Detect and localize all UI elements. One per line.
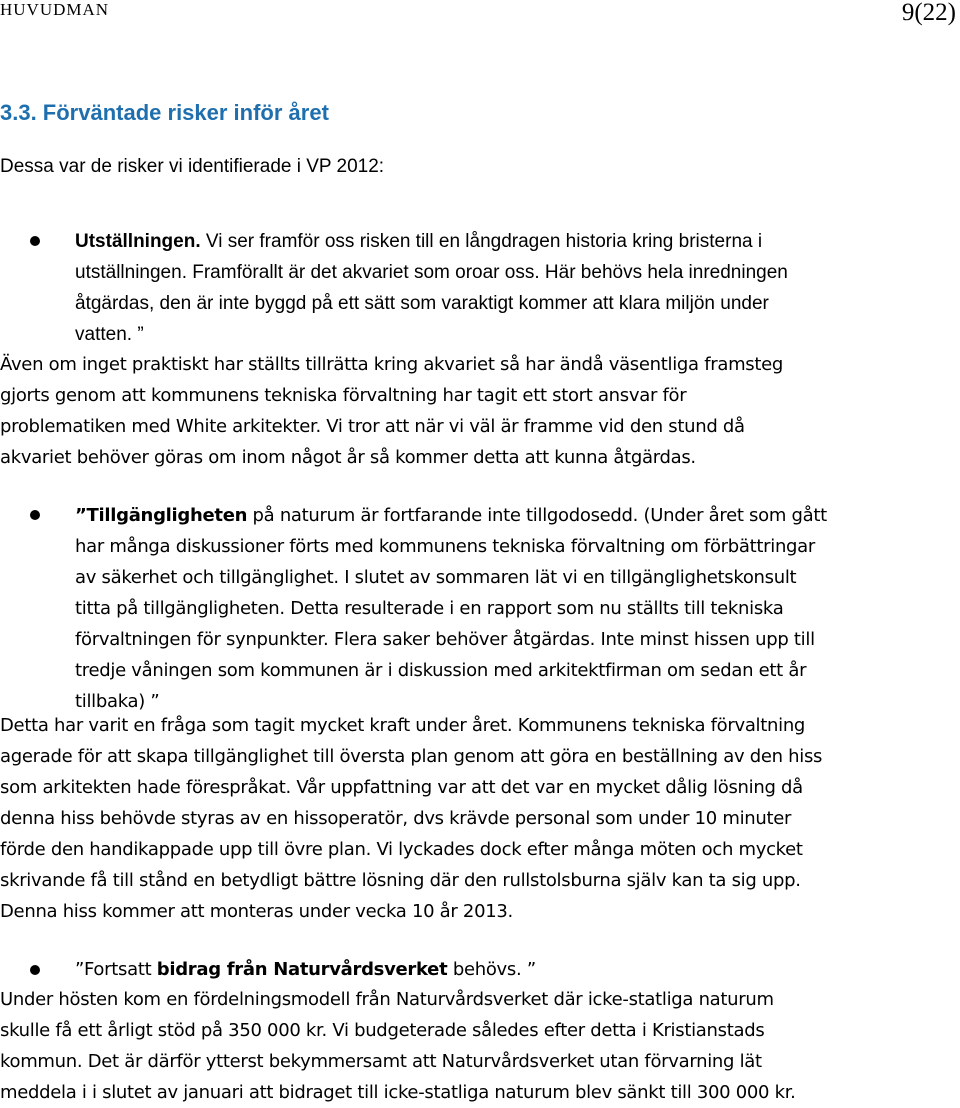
section-heading: 3.3. Förväntade risker inför året: [0, 100, 329, 125]
bullet-2-line-1: ”Tillgängligheten på naturum är fortfarande inte tillgodosedd. (Under året som gått: [75, 505, 827, 526]
paragraph-1: Även om inget praktiskt har ställts tillrätta kring akvariet så har ändå väsentliga framsteg gjorts genom att kommunens tekniska förvaltning har tagit ett stort ansvar för problematiken med White arkitekter. Vi tror att när vi väl är framme vid den stund då akvariet behöver göras om inom något år så kommer detta att kunna åtgärdas.: [0, 354, 784, 468]
bullet-1-line-4: vatten. ”: [75, 324, 144, 345]
page-header: [0, 0, 960, 30]
bullet-dot-2: [30, 510, 40, 520]
bullet-3-bold: bidrag från Naturvårdsverket: [156, 959, 448, 980]
bullet-1-lead: Utställningen.: [75, 231, 201, 252]
bullet-1-text: [75, 226, 788, 350]
paragraph-3: Under hösten kom en fördelningsmodell från Naturvårdsverket där icke-statliga naturum skulle få ett årligt stöd på 350 000 kr. Vi budgeterade således efter detta i Kristianstads kommun. Det är därför ytterst bekymmersamt att Naturvårdsverket utan förvarning lät meddela i i slutet av januari att bidraget till icke-statliga naturum blev sänkt till 300 000 kr.: [0, 989, 796, 1103]
header-organization: HUVUDMAN: [0, 0, 110, 19]
bullet-1-line-3: åtgärdas, den är inte byggd på ett sätt som varaktigt kommer att klara miljön under: [75, 293, 769, 314]
paragraph-2: Detta har varit en fråga som tagit mycket kraft under året. Kommunens tekniska förvaltning agerade för att skapa tillgänglighet till översta plan genom att göra en beställning av den hiss som arkitekten hade förespråkat. Vår uppfattning var att det var en mycket dålig lösning då denna hiss behövde styras av en hissoperatör, dvs krävde personal som under 10 minuter förde den handikappade upp till övre plan. Vi lyckades dock efter många möten och mycket skrivande få till stånd en betydligt bättre lösning där den rullstolsburna själv kan ta sig upp. Denna hiss kommer att monteras under vecka 10 år 2013.: [0, 715, 823, 922]
bullet-3-text: ”Fortsatt bidrag från Naturvårdsverket behövs. ”: [75, 959, 536, 980]
intro-text: Dessa var de risker vi identifierade i VP 2012:: [0, 156, 385, 177]
bullet-2-text: ”Tillgängligheten på naturum är fortfarande inte tillgodosedd. (Under året som gått har många diskussioner förts med kommunens tekniska förvaltning om förbättringar av säkerhet och tillgänglighet. I slutet av sommaren lät vi en tillgänglighetskonsult titta på tillgängligheten. Detta resulterade i en rapport som nu ställts till tekniska förvaltningen för synpunkter. Flera saker behöver åtgärdas. Inte minst hissen upp till tredje våningen som kommunen är i diskussion med arkitektfirman om sedan ett år tillbaka) ”: [75, 500, 827, 717]
bullet-1-line-1: Utställningen. Vi ser framför oss risken till en långdragen historia kring bristerna i: [75, 231, 763, 252]
bullet-2-lead: ”Tillgängligheten: [75, 505, 248, 526]
bullet-dot-1: [30, 236, 40, 246]
page-number: 9(22): [901, 0, 956, 26]
bullet-1-line-2: utställningen. Framförallt är det akvariet som oroar oss. Här behövs hela inredningen: [75, 262, 788, 283]
bullet-dot-3: [30, 965, 40, 975]
